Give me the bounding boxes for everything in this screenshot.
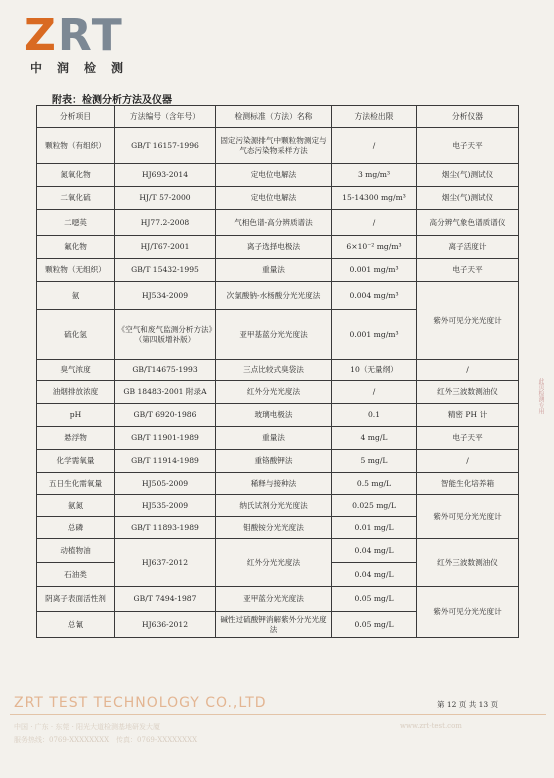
table-row [37,404,519,427]
cell-instrument: / [417,450,519,473]
cell-method-no: HJ636-2012 [115,612,216,638]
cell-standard: 次氯酸钠-水杨酸分光光度法 [216,282,332,310]
cell-instrument: / [417,360,519,381]
cell-standard: 亚甲蓝分光光度法 [216,587,332,612]
table-row [37,236,519,259]
cell-item: 石油类 [37,563,115,587]
table-row [37,164,519,187]
cell-item: 二噁英 [37,210,115,236]
table-caption: 附表：检测分析方法及仪器 [52,95,172,106]
cell-standard-merged: 红外分光光度法 [216,539,332,587]
cell-standard: 红外分光光度法 [216,381,332,404]
cell-detection-limit: 5 mg/L [332,450,417,473]
header-detection-limit: 方法检出限 [332,106,417,128]
cell-item: 动植物油 [37,539,115,563]
cell-method-no: HJ535-2009 [115,495,216,517]
cell-detection-limit: 0.04 mg/L [332,563,417,587]
cell-method-no: GB/T 16157-1996 [115,128,216,164]
cell-instrument-merged: 紫外可见分光光度计 [417,587,519,638]
header-method-no: 方法编号（含年号） [115,106,216,128]
cell-instrument: 烟尘(气)测试仪 [417,164,519,187]
cell-item: 油烟排放浓度 [37,381,115,404]
cell-item: 二氧化硫 [37,187,115,210]
cell-method-no: HJ/T 57-2000 [115,187,216,210]
cell-detection-limit: 15-14300 mg/m³ [332,187,417,210]
cell-detection-limit: 0.05 mg/L [332,587,417,612]
cell-item: 臭气浓度 [37,360,115,381]
table-row [37,259,519,282]
cell-detection-limit: 0.5 mg/L [332,473,417,495]
methods-table [36,105,519,638]
cell-method-no: HJ77.2-2008 [115,210,216,236]
cell-item: 硫化氢 [37,310,115,360]
cell-standard: 定电位电解法 [216,164,332,187]
cell-detection-limit: 0.004 mg/m³ [332,282,417,310]
cell-standard: 玻璃电极法 [216,404,332,427]
header-instrument: 分析仪器 [417,106,519,128]
cell-detection-limit: 0.001 mg/m³ [332,259,417,282]
cell-instrument: 智能生化培养箱 [417,473,519,495]
cell-instrument: 离子活度计 [417,236,519,259]
cell-standard: 定电位电解法 [216,187,332,210]
cell-instrument: 红外三波数测油仪 [417,381,519,404]
footer-company-name: ZRT TEST TECHNOLOGY CO.,LTD [14,695,267,711]
cell-instrument: 高分辨气象色谱质谱仪 [417,210,519,236]
cell-method-no: GB 18483-2001 附录A [115,381,216,404]
cell-instrument: 烟尘(气)测试仪 [417,187,519,210]
cell-standard: 气相色谱-高分辨质谱法 [216,210,332,236]
cell-standard: 重量法 [216,427,332,450]
cell-method-no: GB/T 11901-1989 [115,427,216,450]
cell-item: 化学需氧量 [37,450,115,473]
cell-instrument: 精密 PH 计 [417,404,519,427]
cell-method-no: GB/T 6920-1986 [115,404,216,427]
table-row [37,128,519,164]
cell-standard: 纳氏试剂分光光度法 [216,495,332,517]
cell-detection-limit: 3 mg/m³ [332,164,417,187]
cell-item: 阴离子表面活性剂 [37,587,115,612]
cell-detection-limit: 4 mg/L [332,427,417,450]
cell-detection-limit: 0.1 [332,404,417,427]
cell-instrument-merged: 紫外可见分光光度计 [417,495,519,539]
cell-method-no: HJ/T67-2001 [115,236,216,259]
cell-item: 颗粒物（有组织） [37,128,115,164]
cell-standard: 离子选择电极法 [216,236,332,259]
cell-method-no: 《空气和废气监测分析方法》（第四版增补版） [115,310,216,360]
cell-method-no: GB/T14675-1993 [115,360,216,381]
table-row [37,427,519,450]
cell-detection-limit: 0.01 mg/L [332,517,417,539]
cell-method-no: HJ505-2009 [115,473,216,495]
cell-detection-limit: / [332,381,417,404]
cell-detection-limit: / [332,128,417,164]
table-header-row [37,106,519,128]
table-row [37,473,519,495]
footer-divider [10,714,546,715]
cell-method-no: HJ693-2014 [115,164,216,187]
table-row [37,381,519,404]
cell-standard: 固定污染源排气中颗粒物测定与气态污染物采样方法 [216,128,332,164]
cell-item: 氨氮 [37,495,115,517]
table-row [37,210,519,236]
cell-instrument-merged: 红外三波数测油仪 [417,539,519,587]
table-row [37,450,519,473]
footer-website: www.zrt-test.com [400,722,462,730]
cell-detection-limit: 0.025 mg/L [332,495,417,517]
cell-standard: 钼酸铵分光光度法 [216,517,332,539]
cell-standard: 重铬酸钾法 [216,450,332,473]
table-row [37,587,519,612]
header-item: 分析项目 [37,106,115,128]
cell-item: pH [37,404,115,427]
footer-address: 中国 · 广东 · 东莞 · 阳光大道检测基地研发大厦 [14,723,161,731]
cell-detection-limit: / [332,210,417,236]
cell-detection-limit: 10（无量纲） [332,360,417,381]
cell-instrument: 电子天平 [417,427,519,450]
cell-detection-limit: 0.001 mg/m³ [332,310,417,360]
cell-standard: 稀释与接种法 [216,473,332,495]
logo-letters-rt: RT [57,10,124,61]
cell-standard: 重量法 [216,259,332,282]
footer-contact: 服务热线：0769-XXXXXXXX 传真：0769-XXXXXXXX [14,736,198,744]
table-row [37,187,519,210]
side-stamp-text: 此页检测专用 [537,378,544,414]
cell-detection-limit: 6×10⁻² mg/m³ [332,236,417,259]
cell-standard: 亚甲基蓝分光光度法 [216,310,332,360]
header-standard: 检测标准（方法）名称 [216,106,332,128]
cell-standard: 碱性过硫酸钾消解紫外分光光度法 [216,612,332,638]
logo-letter-z: Z [24,10,58,61]
cell-instrument: 电子天平 [417,128,519,164]
cell-method-no: GB/T 11914-1989 [115,450,216,473]
page-number: 第 12 页 共 13 页 [437,700,499,709]
cell-method-no: GB/T 7494-1987 [115,587,216,612]
cell-method-no: GB/T 15432-1995 [115,259,216,282]
cell-method-no: GB/T 11893-1989 [115,517,216,539]
cell-method-no: HJ534-2009 [115,282,216,310]
cell-method-no-merged: HJ637-2012 [115,539,216,587]
cell-item: 氮氧化物 [37,164,115,187]
table-row [37,495,519,517]
table-row [37,360,519,381]
cell-item: 总磷 [37,517,115,539]
cell-detection-limit: 0.05 mg/L [332,612,417,638]
cell-item: 五日生化需氧量 [37,473,115,495]
cell-item: 氨 [37,282,115,310]
cell-item: 氟化物 [37,236,115,259]
cell-item: 总氰 [37,612,115,638]
cell-instrument-merged: 紫外可见分光光度计 [417,282,519,360]
company-logo [24,10,174,76]
cell-item: 悬浮物 [37,427,115,450]
cell-detection-limit: 0.04 mg/L [332,539,417,563]
cell-item: 颗粒物（无组织） [37,259,115,282]
table-row [37,282,519,310]
table-row [37,539,519,563]
cell-instrument: 电子天平 [417,259,519,282]
cell-standard: 三点比较式臭袋法 [216,360,332,381]
logo-subtitle: 中润检测 [30,61,139,75]
